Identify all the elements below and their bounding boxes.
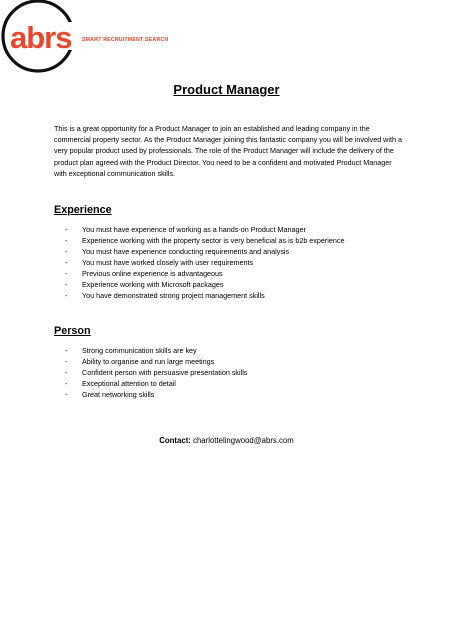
logo-tagline: SMART RECRUITMENT SEARCH bbox=[82, 37, 169, 43]
bullet-dash: - bbox=[65, 390, 68, 399]
list-item-text: You must have experience conducting requirements and analysis bbox=[82, 247, 290, 256]
abrs-logo bbox=[0, 0, 200, 80]
bullet-dash: - bbox=[65, 258, 68, 267]
bullet-dash: - bbox=[65, 269, 68, 278]
list-item-text: Experience working with the property sector is very beneficial as is b2b experience bbox=[82, 236, 345, 245]
bullet-dash: - bbox=[65, 280, 68, 289]
list-item bbox=[54, 389, 247, 400]
experience-list bbox=[54, 224, 344, 301]
list-item-text: Exceptional attention to detail bbox=[82, 379, 176, 388]
svg-text:abrs: abrs bbox=[10, 20, 72, 55]
bullet-dash: - bbox=[65, 247, 68, 256]
bullet-dash: - bbox=[65, 225, 68, 234]
list-item-text: Previous online experience is advantageous bbox=[82, 269, 223, 278]
list-item-text: You have demonstrated strong project management skills bbox=[82, 291, 265, 300]
list-item bbox=[54, 268, 344, 279]
experience-heading: Experience bbox=[54, 204, 112, 216]
list-item bbox=[54, 378, 247, 389]
list-item bbox=[54, 235, 344, 246]
list-item-text: You must have worked closely with user requirements bbox=[82, 258, 254, 267]
list-item bbox=[54, 257, 344, 268]
bullet-dash: - bbox=[65, 346, 68, 355]
list-item bbox=[54, 345, 247, 356]
bullet-dash: - bbox=[65, 236, 68, 245]
list-item-text: Great networking skills bbox=[82, 390, 155, 399]
list-item bbox=[54, 224, 344, 235]
list-item bbox=[54, 356, 247, 367]
list-item bbox=[54, 279, 344, 290]
contact-line bbox=[0, 436, 453, 445]
intro-paragraph: This is a great opportunity for a Product Manager to join an established and leading company in the commercial property sector. As the Product Manager joining this fantastic company you will be involved with a very popular product used by professionals. The role of the Product Manager will include the delivery of the product plan agreed with the Product Director. You need to be a confident and motivated Product Manager with exceptional communication skills. bbox=[54, 124, 402, 178]
list-item-text: Strong communication skills are key bbox=[82, 346, 197, 355]
contact-email-link[interactable]: charlottelingwood@abrs.com bbox=[193, 436, 294, 445]
list-item-text: Ability to organise and run large meetings bbox=[82, 357, 215, 366]
bullet-dash: - bbox=[65, 357, 68, 366]
person-heading: Person bbox=[54, 325, 91, 337]
page-title: Product Manager bbox=[173, 82, 280, 97]
list-item bbox=[54, 246, 344, 257]
list-item-text: Experience working with Microsoft packages bbox=[82, 280, 224, 289]
bullet-dash: - bbox=[65, 379, 68, 388]
bullet-dash: - bbox=[65, 368, 68, 377]
list-item-text: You must have experience of working as a hands-on Product Manager bbox=[82, 225, 306, 234]
bullet-dash: - bbox=[65, 291, 68, 300]
list-item bbox=[54, 367, 247, 378]
list-item-text: Confident person with persuasive presentation skills bbox=[82, 368, 248, 377]
person-list bbox=[54, 345, 247, 400]
list-item bbox=[54, 290, 344, 301]
contact-label: Contact: bbox=[159, 436, 191, 445]
